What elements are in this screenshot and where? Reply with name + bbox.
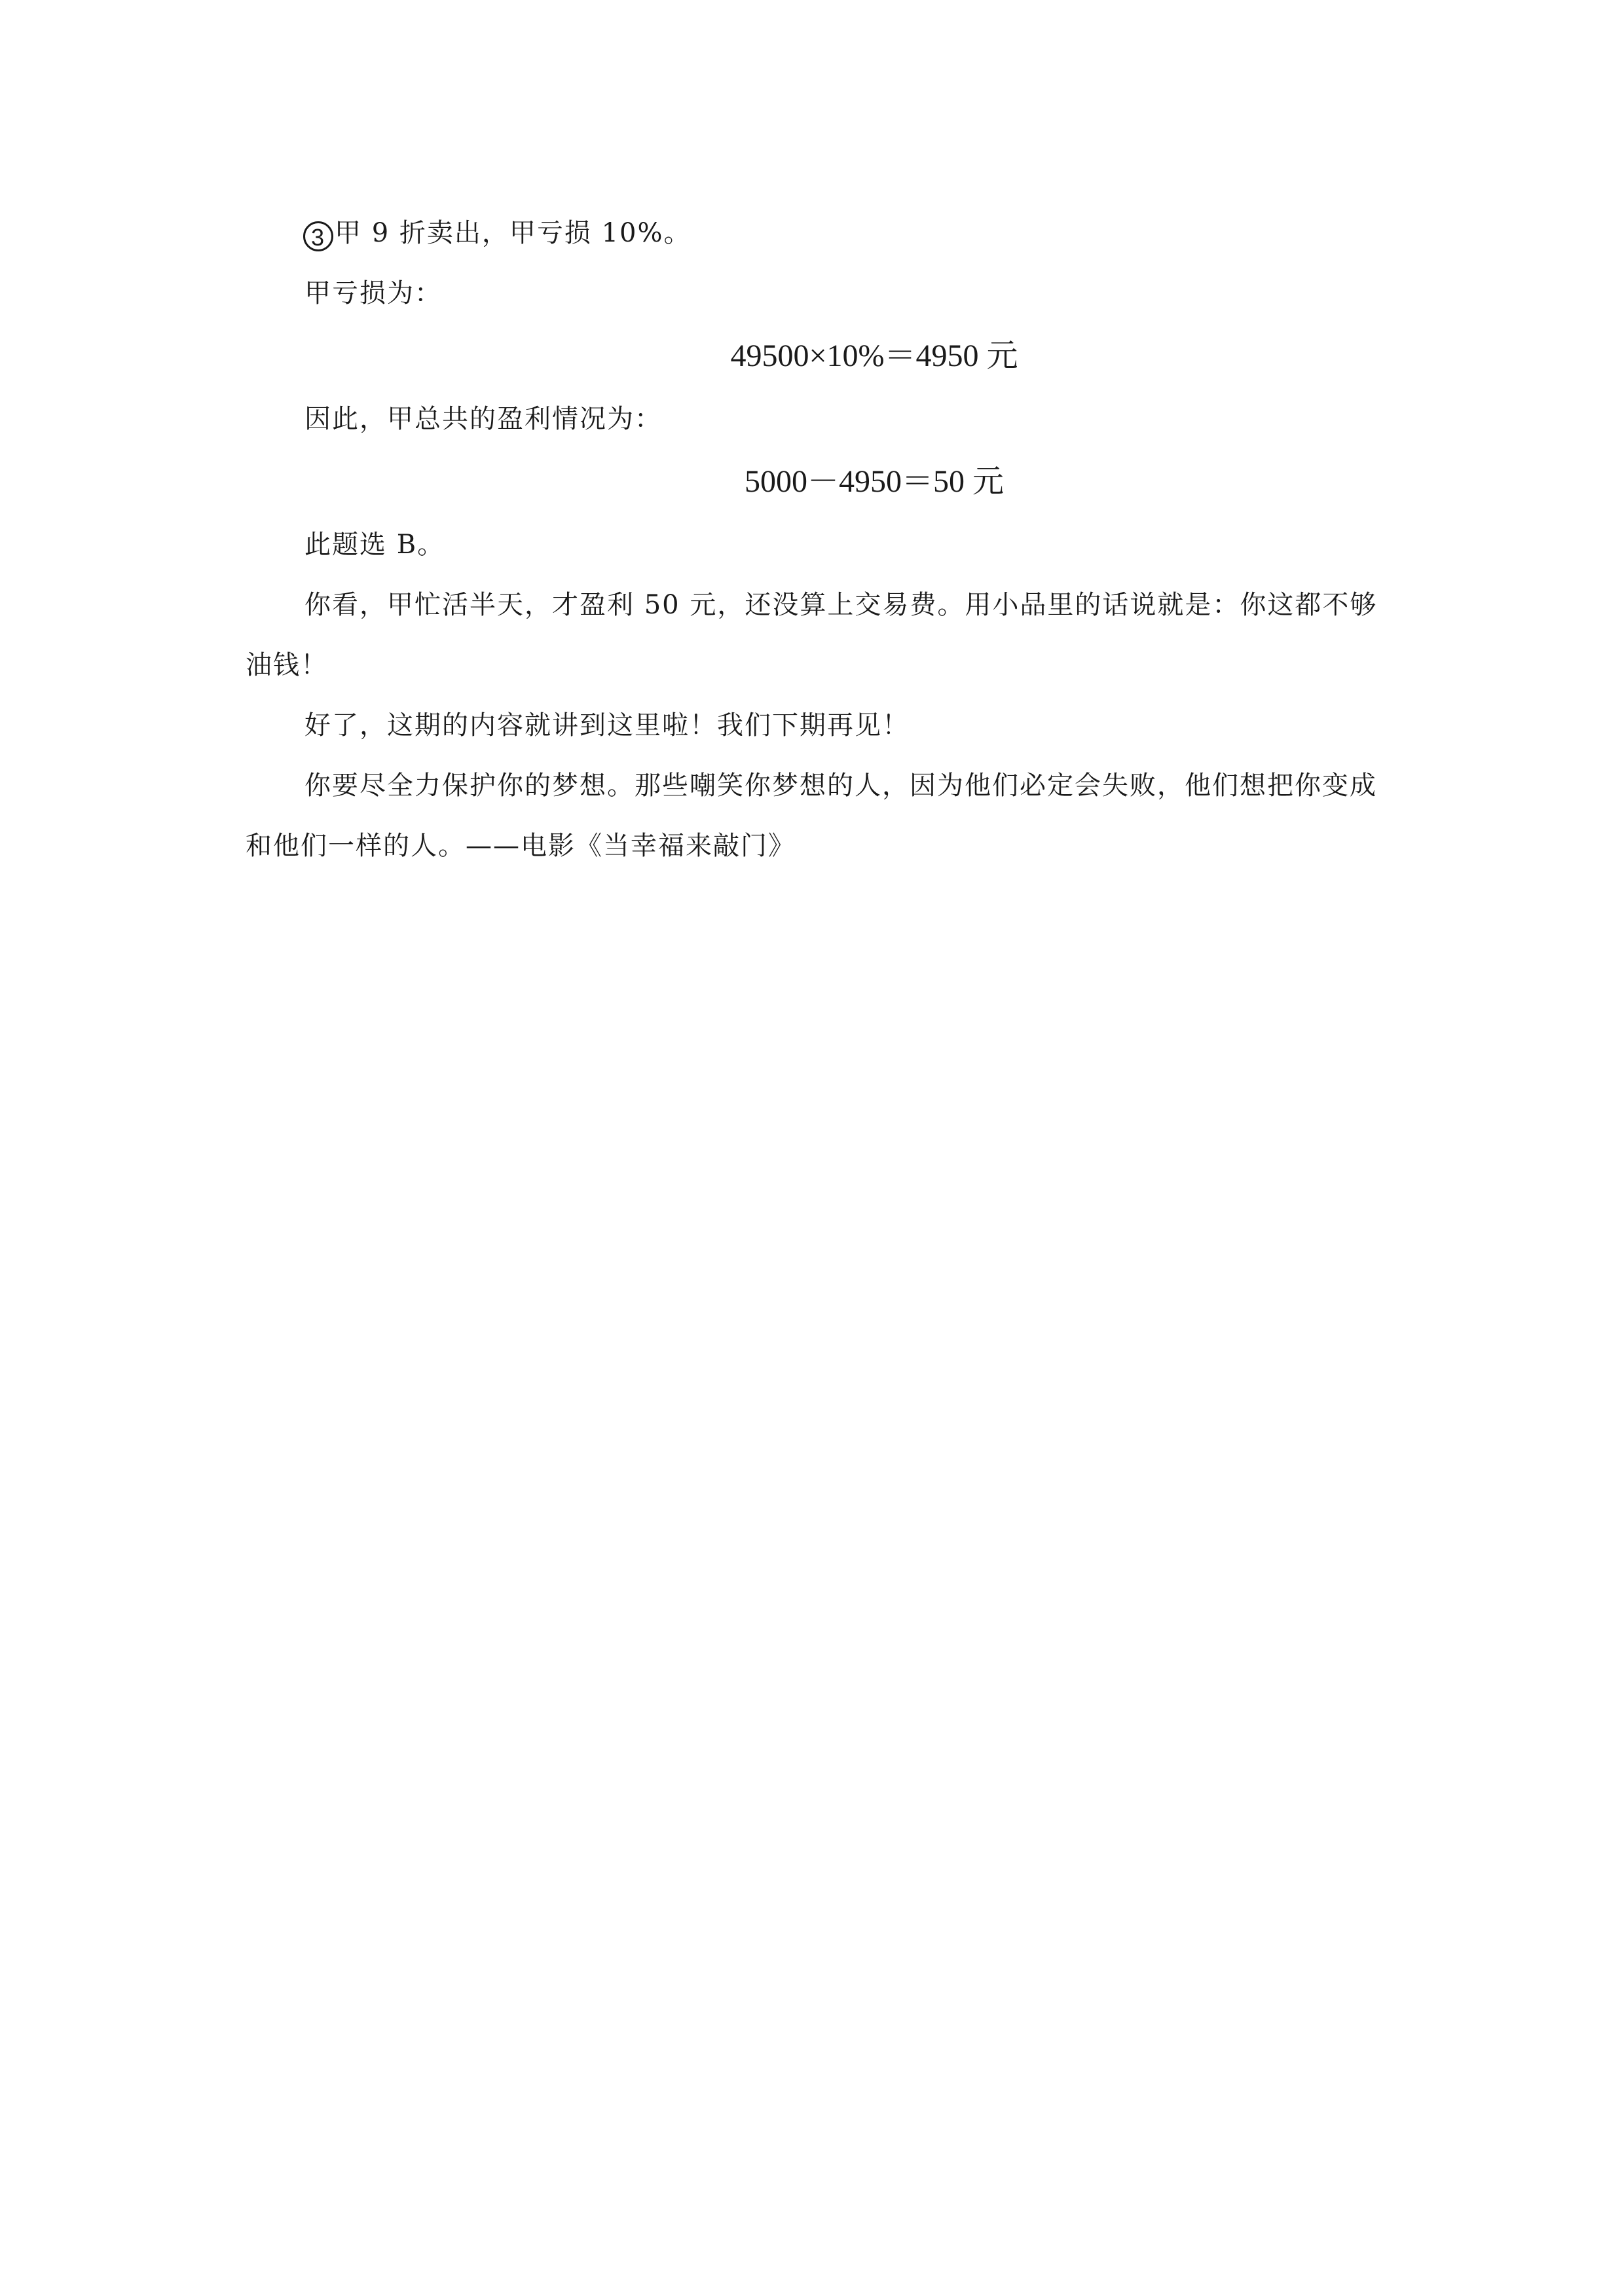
step3-text: 甲 9 折卖出，甲亏损 10%。 (335, 218, 692, 248)
document-body (246, 203, 1392, 876)
formula-loss: 49500×10%＝4950 元 (730, 338, 1018, 373)
profit-intro: 因此，甲总共的盈利情况为： (304, 404, 662, 434)
loss-intro: 甲亏损为： (304, 278, 442, 308)
answer-line: 此题选 B。 (304, 530, 445, 560)
step3-paragraph (246, 203, 1392, 263)
commentary-paragraph: 你看，甲忙活半天，才盈利 50 元，还没算上交易费。用小品里的话说就是：你这都不够油钱！ (246, 590, 1378, 680)
quote-paragraph: 你要尽全力保护你的梦想。那些嘲笑你梦想的人，因为他们必定会失败，他们想把你变成和他们一样的人。——电影《当幸福来敲门》 (246, 771, 1377, 861)
formula-profit: 5000－4950＝50 元 (744, 464, 1004, 499)
closing-paragraph: 好了，这期的内容就讲到这里啦！我们下期再见！ (304, 710, 910, 740)
circled-number-marker: 3 (303, 221, 333, 251)
